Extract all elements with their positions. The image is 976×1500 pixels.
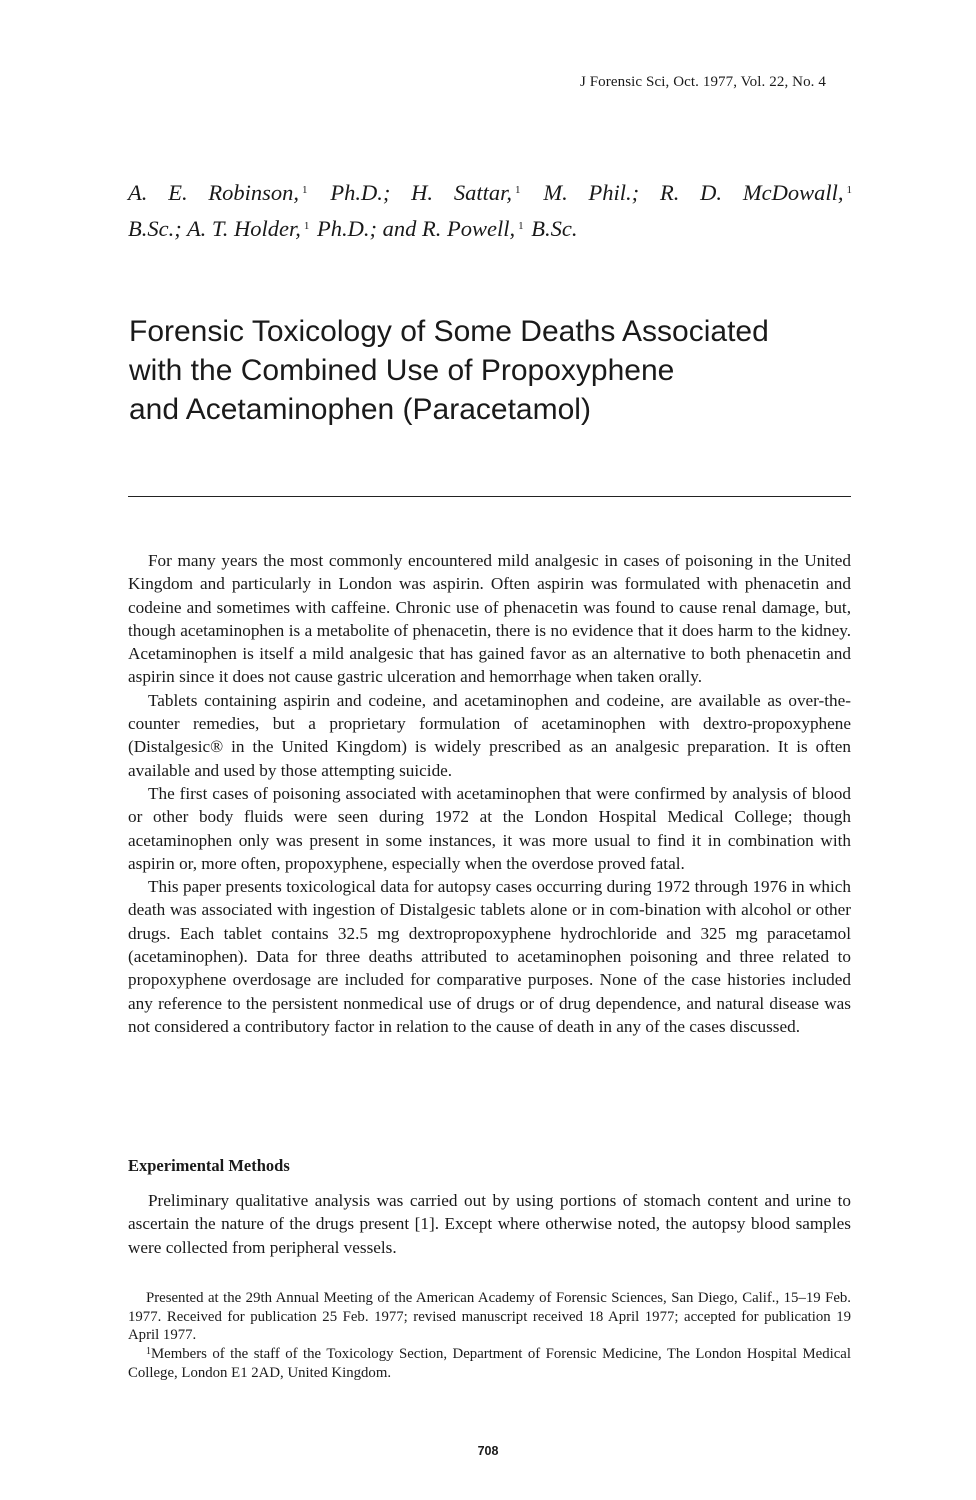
footnote-marker: 1 [515, 184, 521, 196]
footnote-marker: 1 [146, 1346, 151, 1358]
body-paragraph: The first cases of poisoning associated with acetaminophen that were confirmed by analysis of blood or other body fluids were seen during 1972 at the London Hospital Medical College; though acetaminophen only was present in some instances, it was more usual to find it in combination with aspirin or, more often, propoxyphene, especially when the overdose proved fatal. [128, 783, 851, 873]
author-line-2 [128, 211, 854, 247]
section-heading: Experimental Methods [128, 1156, 290, 1175]
title-divider [128, 496, 851, 497]
body-paragraph: Tablets containing aspirin and codeine, and acetaminophen and codeine, are available as over-the-counter remedies, but a proprietary formulation of acetaminophen with dextro-propoxyphene (Distalgesic® in the United Kingdom) is widely prescribed as an analgesic preparation. It is often available and used by those attempting suicide. [128, 690, 851, 780]
body-paragraph: For many years the most commonly encountered mild analgesic in cases of poisoning in the United Kingdom and particularly in London was aspirin. Often aspirin was formulated with phenacetin and codeine and sometimes with caffeine. Chronic use of phenacetin was found to cause renal damage, but, though acetaminophen is a metabolite of phenacetin, there is no evidence that it does harm to the kidney. Acetaminophen is itself a mild analgesic that has gained favor as an alternative to both phenacetin and aspirin since it does not cause gastric ulceration and hemorrhage when taken orally. [128, 551, 851, 687]
author-segment: A. E. Robinson, [128, 180, 300, 205]
footnote-marker: 1 [303, 220, 310, 232]
body-paragraph: Preliminary qualitative analysis was carried out by using portions of stomach content and urine to ascertain the nature of the drugs present [1]. Except where otherwise noted, the autopsy blood samples were collected from peripheral vessels. [128, 1191, 851, 1257]
author-list [128, 175, 854, 247]
methods-section [128, 1189, 851, 1259]
title-line: and Acetaminophen (Paracetamol) [129, 393, 591, 426]
footnotes [128, 1289, 851, 1383]
journal-reference: J Forensic Sci, Oct. 1977, Vol. 22, No. 4 [579, 74, 826, 90]
affiliation-text: Members of the staff of the Toxicology Section, Department of Forensic Medicine, The London Hospital Medical College, London E1 2AD, United Kingdom. [128, 1346, 851, 1381]
footnote-marker: 1 [846, 184, 852, 196]
title-line: Forensic Toxicology of Some Deaths Associated [129, 315, 769, 348]
paper-title [129, 312, 889, 429]
footnote-presented: Presented at the 29th Annual Meeting of the American Academy of Forensic Sciences, San Diego, Calif., 15–19 Feb. 1977. Received for publication 25 Feb. 1977; revised manuscript received 18 April 1977; accepted for publication 19 April 1977. [128, 1290, 851, 1344]
footnote-marker: 1 [302, 184, 308, 196]
footnote-affiliation [128, 1345, 851, 1382]
author-line-1 [128, 175, 854, 211]
author-segment: B.Sc. [531, 216, 578, 241]
title-line: with the Combined Use of Propoxyphene [129, 354, 675, 387]
page-number: 708 [477, 1444, 499, 1458]
body-paragraph: This paper presents toxicological data for autopsy cases occurring during 1972 through 1976 in which death was associated with ingestion of Distalgesic tablets alone or in com-bination with alcohol or other drugs. Each tablet contains 32.5 mg dextropropoxyphene hydrochloride and 325 mg paracetamol (acetaminophen). Data for three deaths attributed to acetaminophen poisoning and three related to propoxyphene overdosage are included for comparative purposes. None of the case histories included any reference to the persistent nonmedical use of drugs or of drug dependence, and natural disease was not considered a contributory factor in relation to the cause of death in any of the cases discussed. [128, 877, 851, 1036]
author-segment: Ph.D.; and R. Powell, [317, 216, 516, 241]
footnote-marker: 1 [518, 220, 524, 232]
author-segment: B.Sc.; A. T. Holder, [128, 216, 301, 241]
author-segment: Ph.D.; H. Sattar, [330, 180, 513, 205]
introduction-section [128, 549, 851, 1038]
author-segment: M. Phil.; R. D. McDowall, [543, 180, 844, 205]
